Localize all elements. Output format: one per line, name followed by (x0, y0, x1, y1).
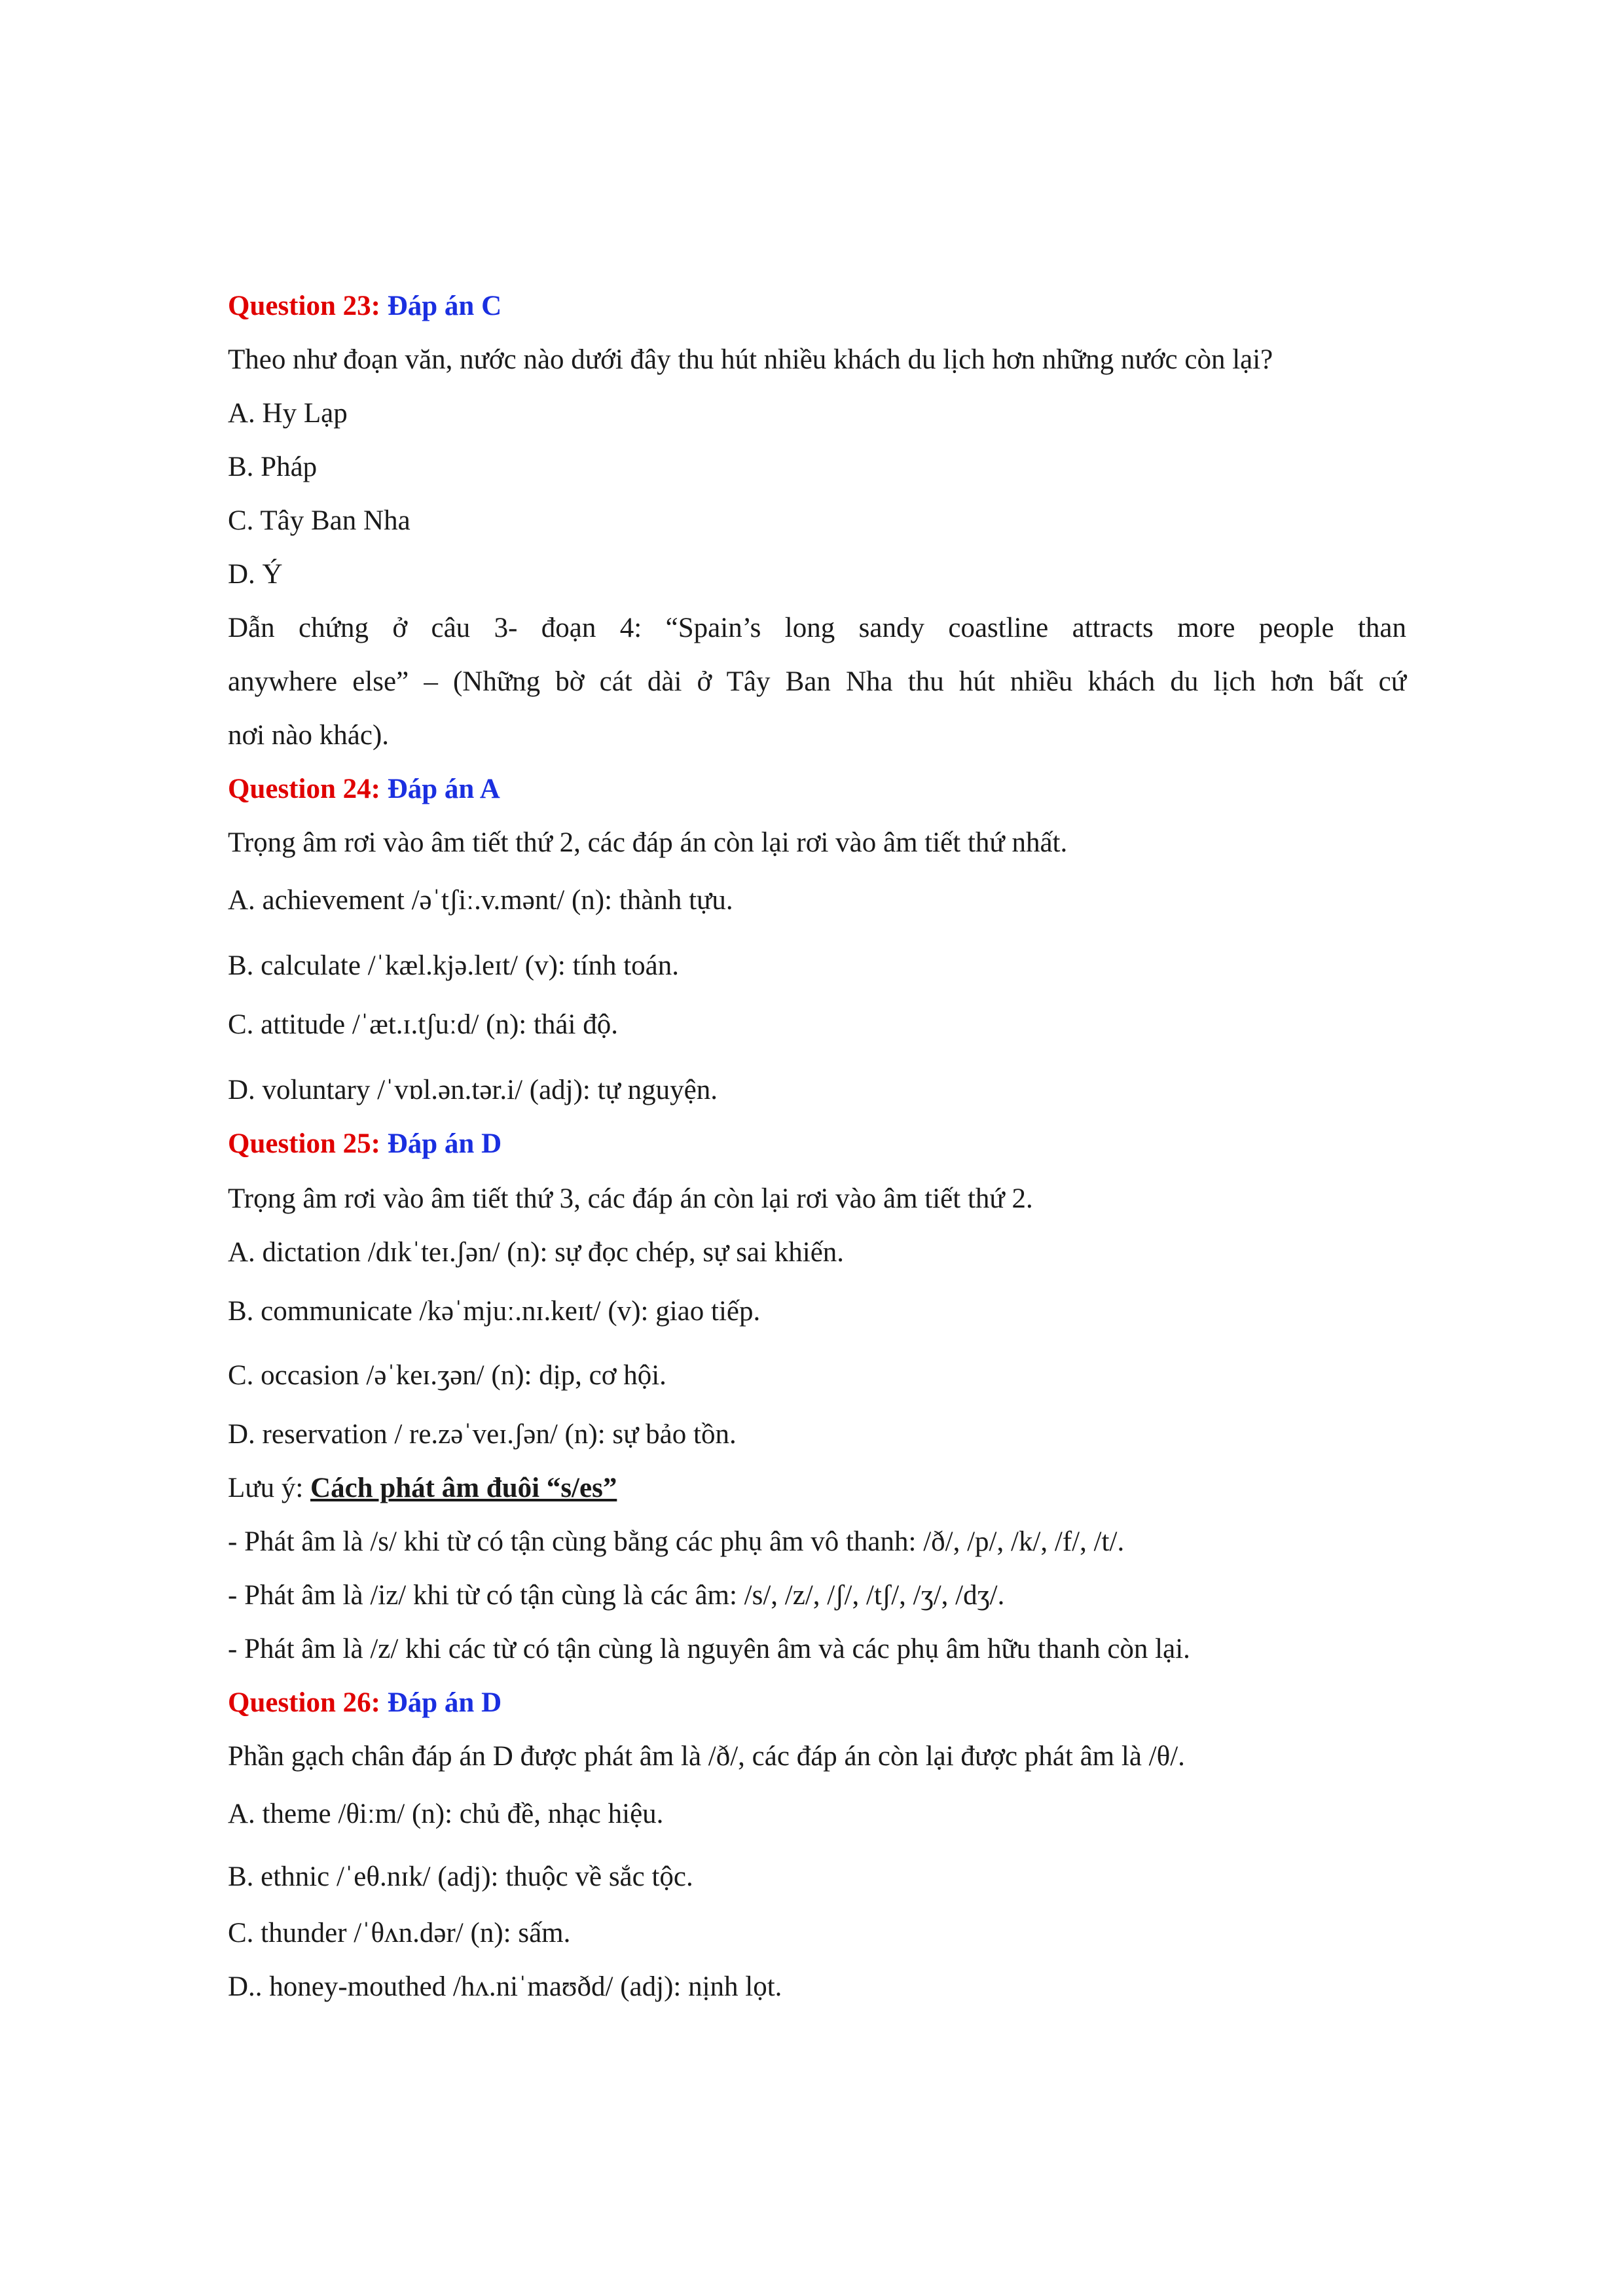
option-a: A. dictation /dɪkˈteɪ.ʃən/ (n): sự đọc chép, sự sai khiến. (228, 1237, 845, 1268)
option-b: B. communicate /kəˈmjuː.nɪ.keɪt/ (v): giao tiếp. (228, 1296, 761, 1327)
option-b: B. ethnic /ˈeθ.nɪk/ (adj): thuộc về sắc tộc. (228, 1861, 693, 1892)
evidence-line-1: Dẫn chứng ở câu 3- đoạn 4: “Spain’s long sandy coastline attracts more people than (228, 613, 1406, 643)
evidence-line-2: anywhere else” – (Những bờ cát dài ở Tây Ban Nha thu hút nhiều khách du lịch hơn bất cứ (228, 666, 1406, 697)
question-label: Question 24: (228, 774, 380, 804)
answer-key: Đáp án D (387, 1128, 502, 1159)
question-label: Question 25: (228, 1128, 380, 1159)
note-title: Cách phát âm đuôi “s/es” (310, 1473, 617, 1503)
question-label: Question 23: (228, 291, 380, 321)
option-c: C. Tây Ban Nha (228, 505, 410, 536)
evidence-line-3: nơi nào khác). (228, 720, 390, 751)
pronunciation-note (228, 1471, 1406, 1505)
question-25-explanation: Trọng âm rơi vào âm tiết thứ 3, các đáp án còn lại rơi vào âm tiết thứ 2. (228, 1183, 1033, 1214)
option-d: D.. honey-mouthed /hʌ.niˈmaʊðd/ (adj): nịnh lọt. (228, 1971, 782, 2002)
question-26-explanation: Phần gạch chân đáp án D được phát âm là /ð/, các đáp án còn lại được phát âm là /θ/. (228, 1741, 1185, 1772)
option-a: A. Hy Lạp (228, 398, 348, 429)
option-c: C. occasion /əˈkeɪ.ʒən/ (n): dịp, cơ hội. (228, 1360, 666, 1391)
option-d: D. Ý (228, 559, 283, 590)
option-b: B. Pháp (228, 452, 318, 482)
question-label: Question 26: (228, 1687, 380, 1718)
answer-key: Đáp án C (387, 291, 502, 321)
rule-line: - Phát âm là /s/ khi từ có tận cùng bằng các phụ âm vô thanh: /ð/, /p/, /k/, /f/, /t/. (228, 1526, 1125, 1557)
option-a: A. theme /θiːm/ (n): chủ đề, nhạc hiệu. (228, 1799, 664, 1829)
option-a: A. achievement /əˈtʃiː.v.mənt/ (n): thành tựu. (228, 885, 733, 916)
answer-key: Đáp án D (387, 1687, 502, 1718)
question-25-heading (228, 1127, 1406, 1161)
option-d: D. voluntary /ˈvɒl.ən.tər.i/ (adj): tự nguyện. (228, 1075, 718, 1105)
question-24-explanation: Trọng âm rơi vào âm tiết thứ 2, các đáp án còn lại rơi vào âm tiết thứ nhất. (228, 827, 1068, 858)
option-d: D. reservation / re.zəˈveɪ.ʃən/ (n): sự bảo tồn. (228, 1419, 737, 1450)
note-prefix: Lưu ý: (228, 1473, 311, 1503)
question-23-prompt: Theo như đoạn văn, nước nào dưới đây thu hút nhiều khách du lịch hơn những nước còn lại? (228, 344, 1273, 375)
option-c: C. attitude /ˈæt.ɪ.tʃuːd/ (n): thái độ. (228, 1009, 618, 1040)
question-26-heading (228, 1686, 1406, 1720)
rule-line: - Phát âm là /iz/ khi từ có tận cùng là các âm: /s/, /z/, /ʃ/, /tʃ/, /ʒ/, /dʒ/. (228, 1580, 1005, 1611)
rule-line: - Phát âm là /z/ khi các từ có tận cùng là nguyên âm và các phụ âm hữu thanh còn lại. (228, 1634, 1190, 1664)
question-23-heading (228, 289, 1406, 323)
question-24-heading (228, 772, 1406, 806)
option-b: B. calculate /ˈkæl.kjə.leɪt/ (v): tính toán. (228, 950, 680, 981)
option-c: C. thunder /ˈθʌn.dər/ (n): sấm. (228, 1918, 571, 1948)
answer-key: Đáp án A (387, 774, 500, 804)
